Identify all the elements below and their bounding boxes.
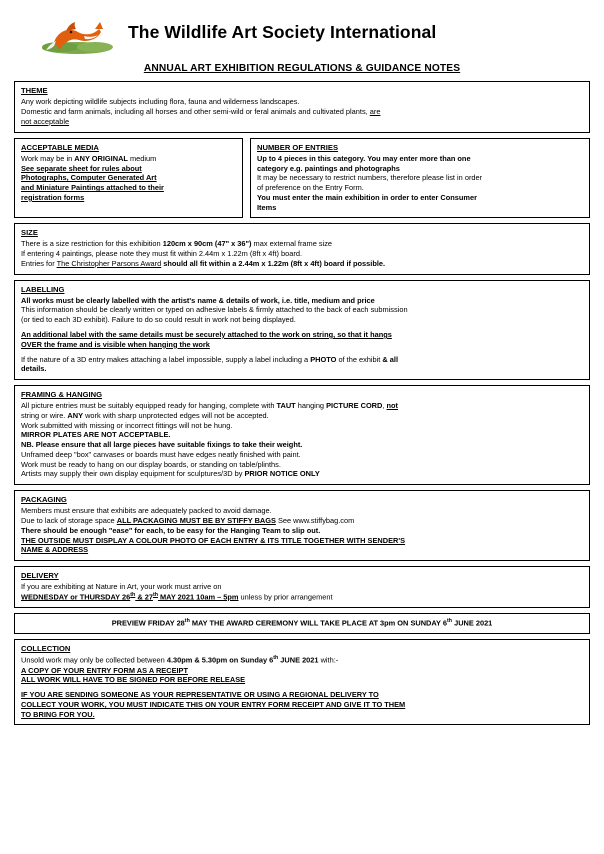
media-line-3: Photographs, Computer Generated Art [21,173,157,183]
preview-line-1c: JUNE 2021 [452,618,493,628]
theme-line-2b: are [369,107,381,117]
delivery-line-2c: MAY 2021 10am – 5pm [157,592,239,602]
framing-line-8b: PRIOR NOTICE ONLY [244,469,320,479]
framing-line-6: Unframed deep "box" canvases or boards must have edges neatly finished with paint. [21,449,301,459]
delivery-line-2-sup-2: th [152,591,158,598]
delivery-line-2d: unless by prior arrangement [238,592,333,602]
theme-heading: THEME [21,86,48,96]
collection-sup: th [273,655,279,662]
section-acceptable-media [14,138,243,219]
collection-line-2: A COPY OF YOUR ENTRY FORM AS A RECEIPT [21,665,188,675]
size-line-1a: There is a size restriction for this exhibition [21,239,163,249]
framing-line-4: MIRROR PLATES ARE NOT ACCEPTABLE. [21,430,171,440]
delivery-line-2b: & 27 [135,592,153,602]
collection-line-6: TO BRING FOR YOU. [21,709,95,719]
packaging-line-2a: Due to lack of storage space [21,515,117,525]
collection-line-1b: 4.30pm & 5.30pm on Sunday 6 [166,655,274,665]
size-line-3b: The Christopher Parsons Award [56,258,162,268]
media-line-1b: ANY ORIGINAL [74,153,128,163]
preview-line-1a: PREVIEW FRIDAY 28 [111,618,185,628]
page-title: The Wildlife Art Society International [128,22,437,43]
size-line-3a: Entries for [21,258,57,268]
delivery-heading: DELIVERY [21,571,59,581]
framing-heading: FRAMING & HANGING [21,390,102,400]
framing-line-5: NB. Please ensure that all large pieces have suitable fixings to take their weight. [21,440,303,450]
media-line-2: See separate sheet for rules about [21,163,142,173]
labelling-line-1: All works must be clearly labelled with the artist's name & details of work, i.e. title, medium and price [21,295,375,305]
collection-heading: COLLECTION [21,644,71,654]
collection-line-5: COLLECT YOUR WORK, YOU MUST INDICATE THIS ON YOUR ENTRY FORM RECEIPT AND GIVE IT TO THEM [21,699,406,709]
collection-line-1c: JUNE 2021 [278,655,319,665]
entries-line-2: category e.g. paintings and photographs [257,163,400,173]
packaging-heading: PACKAGING [21,495,67,505]
framing-line-2a: string or wire. [21,410,68,420]
packaging-line-5: NAME & ADDRESS [21,545,89,555]
collection-line-1d: with:- [318,655,339,665]
section-framing-hanging [14,385,590,485]
framing-line-1a: All picture entries must be suitably equipped ready for hanging, complete with [21,401,277,411]
fox-on-grass-logo-icon [40,11,114,55]
section-labelling [14,280,590,380]
framing-line-1b: TAUT [276,401,296,411]
size-line-1c: max external frame size [251,239,333,249]
entries-line-3: It may be necessary to restrict numbers, therefore please list in order [257,173,483,183]
labelling-line-6a: If the nature of a 3D entry makes attaching a label impossible, supply a label including a [21,354,311,364]
entries-line-1: Up to 4 pieces in this category. You may enter more than one [257,153,471,163]
section-number-of-entries [250,138,590,219]
section-packaging [14,490,590,561]
document-subtitle: ANNUAL ART EXHIBITION REGULATIONS & GUIDANCE NOTES [143,63,461,74]
theme-line-2a: Domestic and farm animals, including all horses and other semi-wild or feral animals and cultivated plants, [21,107,370,117]
labelling-heading: LABELLING [21,284,65,294]
section-theme [14,81,590,132]
media-line-1c: medium [127,153,157,163]
size-line-2: If entering 4 paintings, please note they must fit within 2.44m x 1.22m (8ft x 4ft) board. [21,249,302,259]
labelling-line-3: (or tied to each 3D exhibit). Failure to do so could result in work not being displayed. [21,315,296,325]
labelling-line-6d: & all [382,354,399,364]
packaging-line-2c: See www.stiffybag.com [275,515,355,525]
framing-line-3: Work submitted with missing or incorrect fittings will not be hung. [21,420,233,430]
preview-sup-1: th [184,618,190,625]
labelling-line-6b: PHOTO [310,354,337,364]
framing-line-8a: Artists may supply their own display equipment for sculptures/3D by [21,469,245,479]
labelling-line-2: This information should be clearly written or typed on adhesive labels & firmly attached to the back of each submission [21,305,408,315]
delivery-line-1: If you are exhibiting at Nature in Art, your work must arrive on [21,582,222,592]
preview-sup-2: th [447,618,453,625]
size-line-1b: 120cm x 90cm (47" x 36") [162,239,252,249]
framing-line-1f: not [386,401,398,411]
collection-line-1a: Unsold work may only be collected between [21,655,167,665]
packaging-line-1: Members must ensure that exhibits are adequately packed to avoid damage. [21,506,272,516]
labelling-line-6c: of the exhibit [336,354,383,364]
framing-line-1d: PICTURE CORD [326,401,383,411]
size-heading: SIZE [21,228,38,238]
delivery-line-2-sup-1: th [130,591,136,598]
packaging-line-2b: ALL PACKAGING MUST BE BY STIFFY BAGS [116,515,276,525]
entries-heading: NUMBER OF ENTRIES [257,142,339,152]
section-delivery [14,566,590,608]
media-line-5: registration forms [21,192,85,202]
labelling-line-4: An additional label with the same details must be securely attached to the work on string, so that it hangs [21,330,392,339]
entries-line-6: Items [257,202,277,212]
theme-line-3: not acceptable [21,117,70,126]
media-line-4: and Miniature Paintings attached to their [21,183,164,193]
media-entries-row [14,138,590,219]
framing-line-1c: hanging [295,401,327,411]
media-line-1a: Work may be in [21,153,75,163]
collection-line-4: IF YOU ARE SENDING SOMEONE AS YOUR REPRESENTATIVE OR USING A REGIONAL DELIVERY TO [21,690,379,700]
section-collection [14,639,590,725]
section-preview [14,613,590,634]
theme-line-1: Any work depicting wildlife subjects including flora, fauna and wilderness landscapes. [21,97,300,107]
entries-line-5: You must enter the main exhibition in order to enter Consumer [257,192,477,202]
framing-line-2b: ANY [67,410,84,420]
framing-line-1e: , [382,401,387,411]
labelling-line-7: details. [21,364,47,374]
framing-line-7: Work must be ready to hang on our display boards, or standing on table/plinths. [21,459,281,469]
section-size [14,223,590,274]
size-line-3c: should all fit within a 2.44m x 1.22m (8ft x 4ft) board if possible. [161,258,386,268]
packaging-line-3: There should be enough "ease" for each, to be easy for the Hanging Team to slip out. [21,525,321,535]
collection-line-3: ALL WORK WILL HAVE TO BE SIGNED FOR BEFORE RELEASE [21,675,246,685]
labelling-line-5: OVER the frame and is visible when hanging the work [21,339,210,349]
framing-line-2c: work with sharp unprotected edges will not be accepted. [83,410,269,420]
entries-line-4: of preference on the Entry Form. [257,183,364,193]
preview-line-1b: MAY THE AWARD CEREMONY WILL TAKE PLACE AT 3pm ON SUNDAY 6 [189,618,448,628]
acceptable-media-heading: ACCEPTABLE MEDIA [21,142,99,152]
masthead [14,10,590,56]
packaging-line-4: THE OUTSIDE MUST DISPLAY A COLOUR PHOTO OF EACH ENTRY & ITS TITLE TOGETHER WITH SENDER'S [21,535,406,545]
delivery-line-2a: WEDNESDAY or THURSDAY 26 [21,592,131,602]
